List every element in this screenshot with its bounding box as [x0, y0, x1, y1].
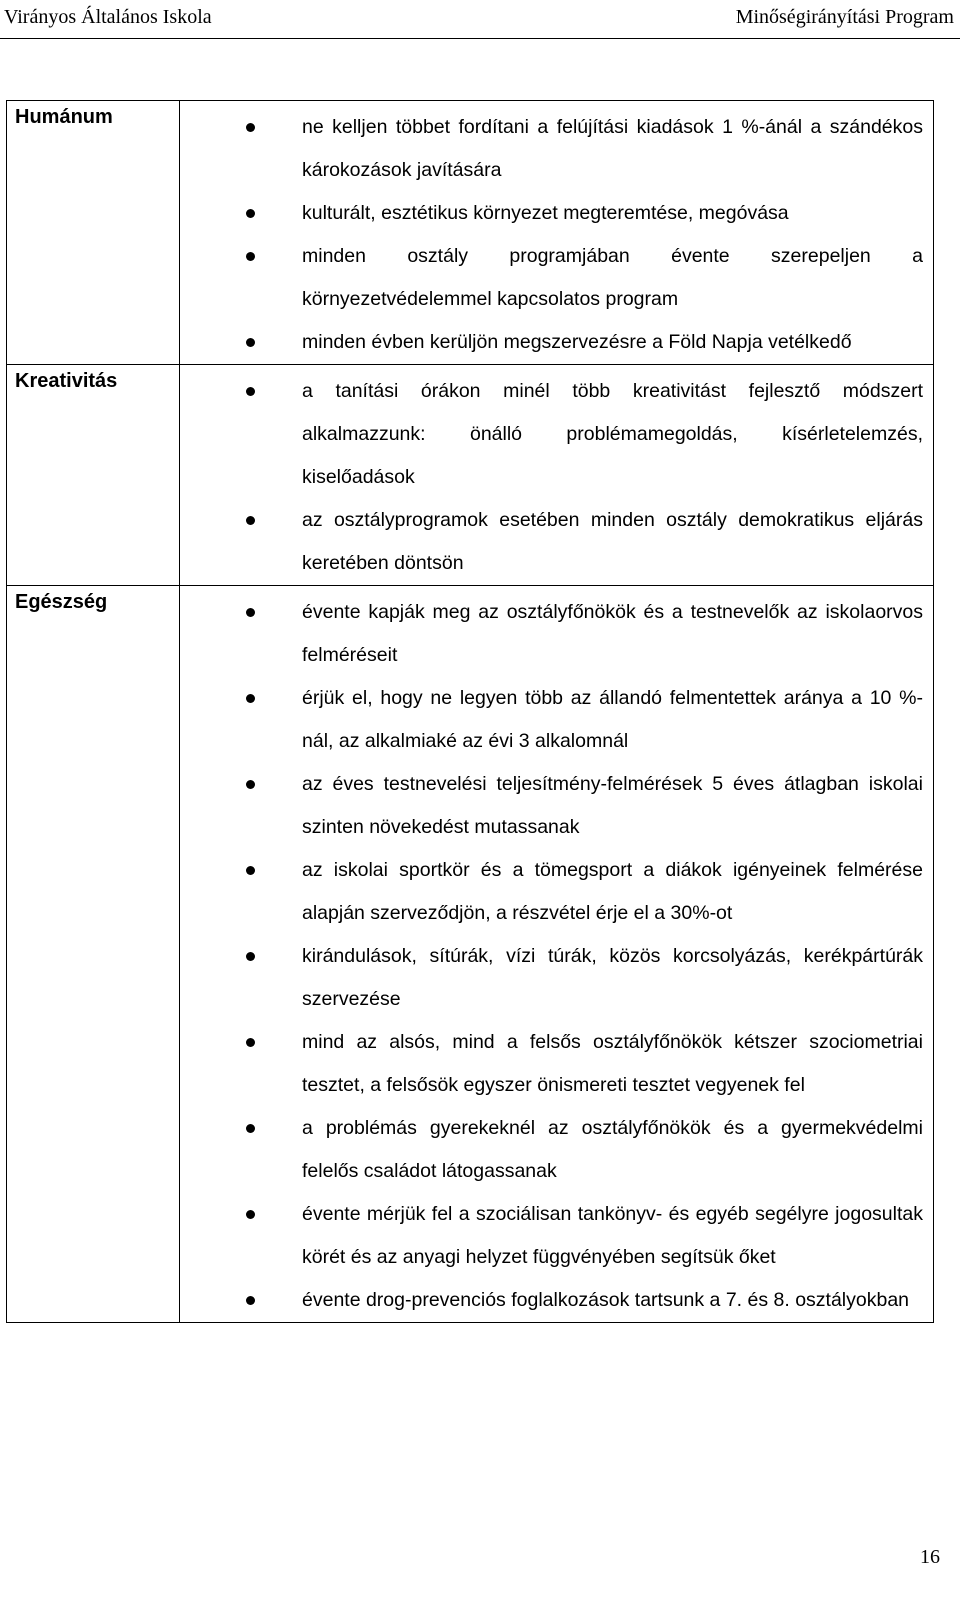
bullet-icon [246, 1210, 255, 1219]
goal-text: ne kelljen többet fordítani a felújítási kiadások 1 %-ánál a szándékos károkozások javítására [302, 116, 923, 181]
list-item [180, 370, 923, 499]
page-number: 16 [920, 1546, 940, 1568]
goal-list [180, 591, 923, 1322]
table-row-kreativitas [7, 365, 934, 586]
list-item [180, 192, 923, 235]
list-item [180, 763, 923, 849]
quality-goals-table [6, 100, 934, 1323]
list-item [180, 321, 923, 364]
goal-text: évente drog-prevenciós foglalkozások tartsunk a 7. és 8. osztályokban [302, 1289, 910, 1311]
list-item [180, 1021, 923, 1107]
list-item [180, 849, 923, 935]
list-item [180, 935, 923, 1021]
goal-text: évente kapják meg az osztályfőnökök és a testnevelők az iskolaorvos felméréseit [302, 601, 923, 666]
table-row-humanum [7, 101, 934, 365]
list-item [180, 499, 923, 585]
goal-text: az osztályprogramok esetében minden osztály demokratikus eljárás keretében döntsön [302, 509, 923, 574]
goal-text: évente mérjük fel a szociálisan tankönyv- és egyéb segélyre jogosultak körét és az anyagi helyzet függvényében segítsük őket [302, 1203, 923, 1268]
table-row-egeszseg [7, 586, 934, 1323]
goal-text: a tanítási órákon minél több kreativitást fejlesztő módszert alkalmazzunk: önálló problémamegoldás, kísérletelemzés, kiselőadások [302, 380, 923, 488]
goals-cell [180, 365, 934, 586]
goal-text: kirándulások, sítúrák, vízi túrák, közös korcsolyázás, kerékpártúrák szervezése [302, 945, 923, 1010]
goals-cell [180, 586, 934, 1323]
goal-text: minden osztály programjában évente szerepeljen a környezetvédelemmel kapcsolatos program [302, 245, 923, 310]
goal-text: a problémás gyerekeknél az osztályfőnökök és a gyermekvédelmi felelős családot látogassanak [302, 1117, 923, 1182]
list-item [180, 235, 923, 321]
goal-text: mind az alsós, mind a felsős osztályfőnökök kétszer szociometriai tesztet, a felsősök egyszer önismereti tesztet vegyenek fel [302, 1031, 923, 1096]
list-item [180, 1107, 923, 1193]
page-header [0, 0, 960, 39]
list-item [180, 677, 923, 763]
bullet-icon [246, 209, 255, 218]
list-item [180, 1193, 923, 1279]
bullet-icon [246, 1296, 255, 1305]
bullet-icon [246, 387, 255, 396]
goal-text: az iskolai sportkör és a tömegsport a diákok igényeinek felmérése alapján szerveződjön, a részvétel érje el a 30%-ot [302, 859, 923, 924]
bullet-icon [246, 252, 255, 261]
bullet-icon [246, 952, 255, 961]
bullet-icon [246, 780, 255, 789]
program-name: Minőségirányítási Program [735, 6, 954, 28]
goals-cell [180, 101, 934, 365]
goal-text: érjük el, hogy ne legyen több az állandó felmentettek aránya a 10 %-nál, az alkalmiaké az évi 3 alkalomnál [302, 687, 923, 752]
goal-list [180, 370, 923, 585]
bullet-icon [246, 608, 255, 617]
bullet-icon [246, 1038, 255, 1047]
goal-text: az éves testnevelési teljesítmény-felmérések 5 éves átlagban iskolai szinten növekedést mutassanak [302, 773, 923, 838]
bullet-icon [246, 338, 255, 347]
bullet-icon [246, 516, 255, 525]
goal-text: minden évben kerüljön megszervezésre a Föld Napja vetélkedő [302, 331, 852, 353]
bullet-icon [246, 123, 255, 132]
bullet-icon [246, 1124, 255, 1133]
list-item [180, 106, 923, 192]
list-item [180, 1279, 923, 1322]
category-cell: Humánum [7, 101, 180, 365]
goal-list [180, 106, 923, 364]
bullet-icon [246, 866, 255, 875]
school-name: Virányos Általános Iskola [4, 6, 212, 28]
category-cell: Egészség [7, 586, 180, 1323]
list-item [180, 591, 923, 677]
bullet-icon [246, 694, 255, 703]
category-cell: Kreativitás [7, 365, 180, 586]
goal-text: kulturált, esztétikus környezet megteremtése, megóvása [302, 202, 789, 224]
